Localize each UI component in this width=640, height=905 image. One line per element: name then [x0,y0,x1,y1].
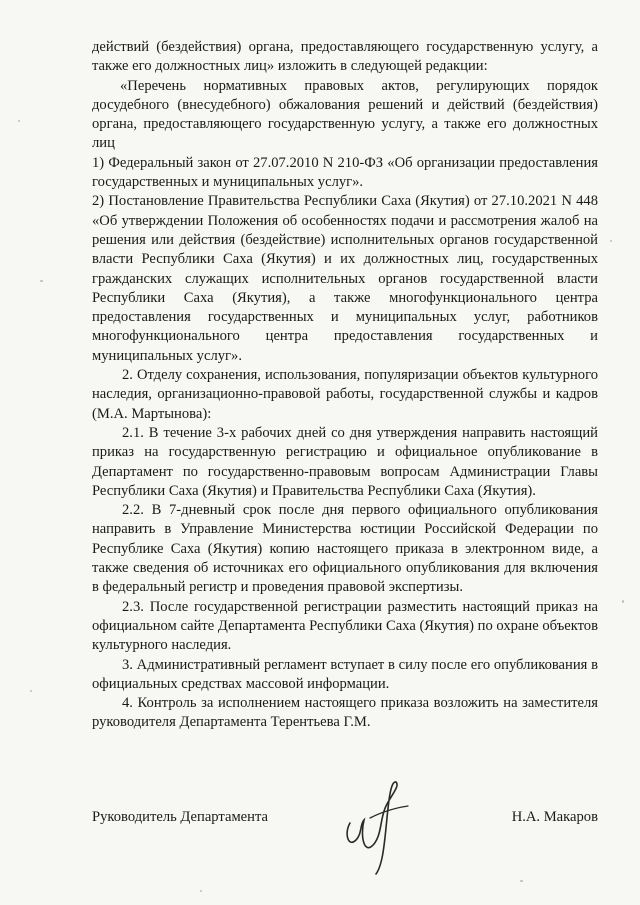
scan-speck [40,280,43,282]
handwritten-signature [330,778,420,878]
scan-speck [520,880,523,882]
paragraph-clause-2: 2. Отделу сохранения, использования, популяризации объектов культурного наследия, организационно-правовой работы, государственной службы и кадров (М.А. Мартынова): [92,367,598,422]
signer-name: Н.А. Макаров [511,809,598,825]
paragraph-law-item-2: 2) Постановление Правительства Республики Саха (Якутия) от 27.10.2021 N 448 «Об утверждении Положения об особенностях подачи и рассмотрения жалоб на решения или действия (бездействие) исполнительных органов государственной власти Республики Саха (Якутия) и их должностных лиц, государственных гражданских служащих исполнительных органов государственной власти Республики Саха (Якутия), а также многофункционального центра предоставления государственных и муниципальных услуг, работников многофункционального центра предоставления государственных и муниципальных услуг». [92,193,598,364]
scan-speck [200,890,202,892]
scan-speck [18,120,20,122]
paragraph-law-item-1: 1) Федеральный закон от 27.07.2010 N 210-ФЗ «Об организации предоставления государственных и муниципальных услуг». [92,154,598,191]
paragraph-list-heading: «Перечень нормативных правовых актов, регулирующих порядок досудебного (внесудебного) обжалования решений и действий (бездействия) органа, предоставляющего государственную услугу, а также его должностных лиц [92,77,598,152]
paragraph-clause-3: 3. Административный регламент вступает в силу после его опубликования в официальных средствах массовой информации. [92,656,598,692]
scan-speck [610,240,612,242]
signer-position: Руководитель Департамента [92,809,268,825]
paragraph-clause-4: 4. Контроль за исполнением настоящего приказа возложить на заместителя руководителя Департамента Терентьева Г.М. [92,695,598,731]
paragraph-clause-2-1: 2.1. В течение 3-х рабочих дней со дня утверждения направить настоящий приказ на государственную регистрацию и официальное опубликование в Департамент по государственно-правовым вопросам Администрации Главы Республики Саха (Якутия) и Правительства Республики Саха (Якутия). [92,424,598,499]
scan-speck [30,690,32,692]
paragraph-clause-2-3: 2.3. После государственной регистрации разместить настоящий приказ на официальном сайте Департамента Республики Саха (Якутия) по охране объектов культурного наследия. [92,598,598,654]
scan-speck [622,600,624,603]
paragraph-clause-2-2: 2.2. В 7-дневный срок после дня первого официального опубликования направить в Управление Министерства юстиции Российской Федерации по Республике Саха (Якутия) копию настоящего приказа в электронном виде, а также сведения об источниках его официального опубликования для включения в федеральный регистр и проведения правовой экспертизы. [92,502,598,596]
document-body [92,38,598,733]
paragraph-continuation: действий (бездействия) органа, предоставляющего государственную услугу, а также его должностных лиц» изложить в следующей редакции: [92,39,598,75]
